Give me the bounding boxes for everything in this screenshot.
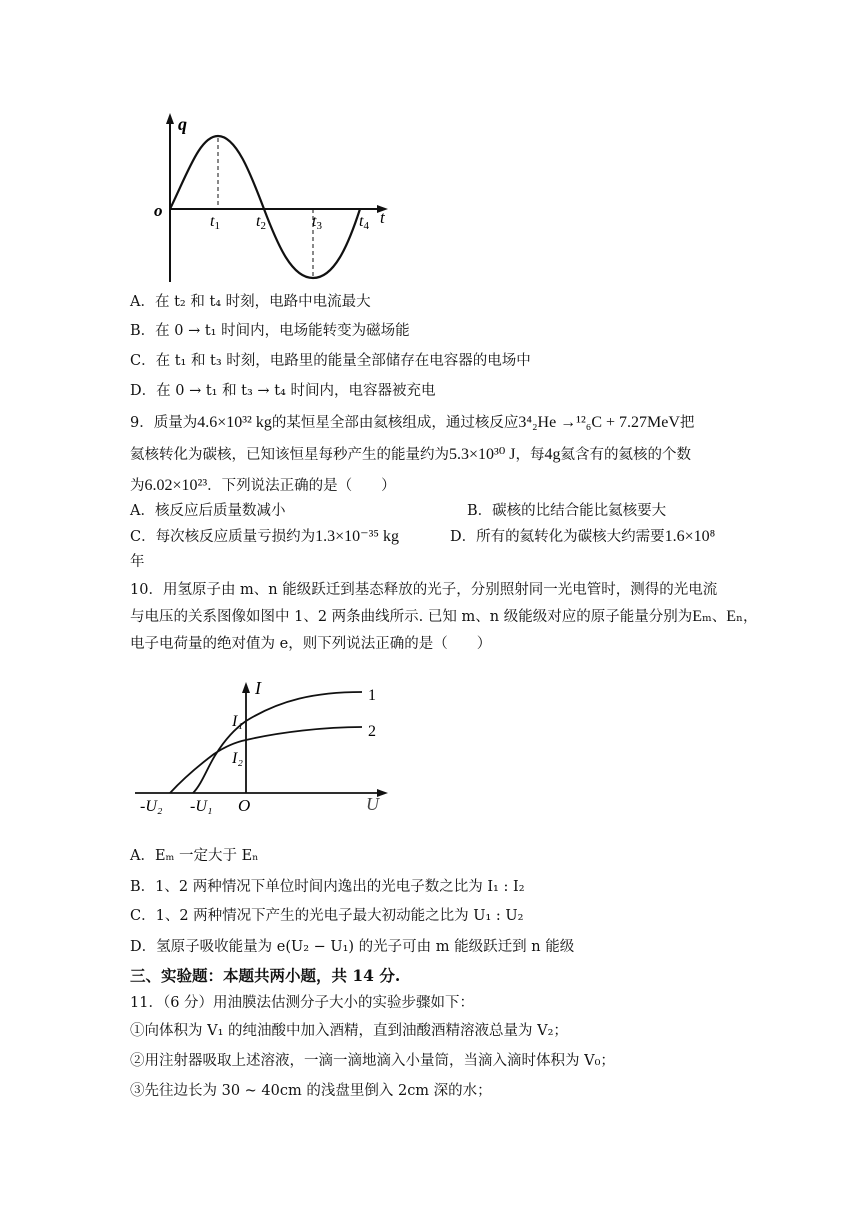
q9-stem-line1: 9．质量为4.6×10³² kg的某恒星全部由氦核组成，通过核反应3⁴₂He →¹²₆C + 7.27MeV把 — [130, 414, 695, 431]
q9-reaction: 3⁴₂He →¹²₆C + 7.27MeV — [518, 414, 680, 431]
section-3-heading: 三、实验题：本题共两小题，共 14 分. — [130, 966, 401, 985]
q-curve — [170, 136, 360, 278]
q9-grams: 4g — [544, 446, 561, 463]
q8-option-d: D．在 0 → t₁ 和 t₃ → t₄ 时间内，电容器被充电 — [130, 383, 436, 399]
t1-label: t1 — [210, 213, 220, 232]
q-t-graph — [140, 110, 400, 290]
q9-option-b: B．碳核的比结合能比氦核要大 — [467, 503, 667, 519]
t2-label: t2 — [256, 213, 266, 232]
t3-label: t3 — [312, 213, 322, 232]
t4-label: t4 — [359, 213, 369, 232]
curve-1 — [193, 692, 362, 793]
q9-energy: 5.3×10³⁰ J — [449, 446, 516, 463]
q10-option-a: A．Eₘ 一定大于 Eₙ — [130, 848, 259, 864]
q9-option-c: C．每次核反应质量亏损约为1.3×10⁻³⁵ kg — [130, 528, 399, 545]
q11-step-1: ①向体积为 V₁ 的纯油酸中加入酒精，直到油酸酒精溶液总量为 V₂； — [130, 1023, 568, 1039]
t-label: t — [380, 208, 385, 227]
q10-option-b: B．1、2 两种情况下单位时间内逸出的光电子数之比为 I₁ : I₂ — [130, 879, 525, 895]
i-label: I — [255, 678, 261, 698]
q9-mass: 4.6×10³² kg — [197, 414, 272, 431]
q10-stem-line3: 电子电荷量的绝对值为 e，则下列说法正确的是（ ） — [130, 636, 492, 652]
q8-option-b: B．在 0 → t₁ 时间内，电场能转变为磁场能 — [130, 323, 410, 339]
q10-option-d: D．氢原子吸收能量为 e(U₂ − U₁) 的光子可由 m 能级跃迁到 n 能级 — [130, 939, 575, 955]
i-u-graph — [130, 670, 400, 830]
q9-stem-line3: 为6.02×10²³．下列说法正确的是（ ） — [130, 477, 396, 494]
q9-option-d: D．所有的氦转化为碳核大约需要1.6×10⁸ — [450, 528, 716, 545]
q9-stem-line2: 氦核转化为碳核，已知该恒星每秒产生的能量约为5.3×10³⁰ J，每4g氦含有的氦核的个数 — [130, 446, 691, 463]
q11-step-2: ②用注射器吸取上述溶液，一滴一滴地滴入小量筒，当滴入滴时体积为 V₀； — [130, 1053, 615, 1069]
neg-u2-label: -U₂ — [140, 798, 163, 815]
q11-stem: 11．（6 分）用油膜法估测分子大小的实验步骤如下： — [130, 995, 475, 1011]
q10-stem-line1: 10．用氢原子由 m、n 能级跃迁到基态释放的光子，分别照射同一光电管时，测得的光电流 — [130, 582, 718, 598]
q9-avogadro: 6.02×10²³ — [144, 477, 208, 494]
q11-step-3: ③先往边长为 30 ~ 40cm 的浅盘里倒入 2cm 深的水； — [130, 1083, 492, 1099]
i2-label: I₂ — [232, 750, 243, 767]
i1-label: I₁ — [232, 713, 243, 730]
curve-2 — [170, 727, 362, 793]
curve-1-label: 1 — [368, 687, 376, 704]
q9-option-d-tail: 年 — [130, 554, 145, 570]
neg-u1-label: -U₁ — [190, 798, 213, 815]
q8-option-a: A．在 t₂ 和 t₄ 时刻，电路中电流最大 — [130, 294, 371, 310]
u-label: U — [366, 794, 379, 814]
q8-option-c: C．在 t₁ 和 t₃ 时刻，电路里的能量全部储存在电容器的电场中 — [130, 353, 531, 369]
q10-stem-line2: 与电压的关系图像如图中 1、2 两条曲线所示. 已知 m、n 级能级对应的原子能量分别为Eₘ、Eₙ， — [130, 608, 758, 625]
q10-option-c: C．1、2 两种情况下产生的光电子最大初动能之比为 U₁ : U₂ — [130, 908, 524, 924]
curve-2-label: 2 — [368, 723, 376, 740]
q-label: q — [178, 114, 187, 134]
origin-label: o — [154, 201, 163, 220]
origin-o-label: O — [238, 796, 251, 815]
q9-option-a: A．核反应后质量数减小 — [130, 503, 286, 519]
